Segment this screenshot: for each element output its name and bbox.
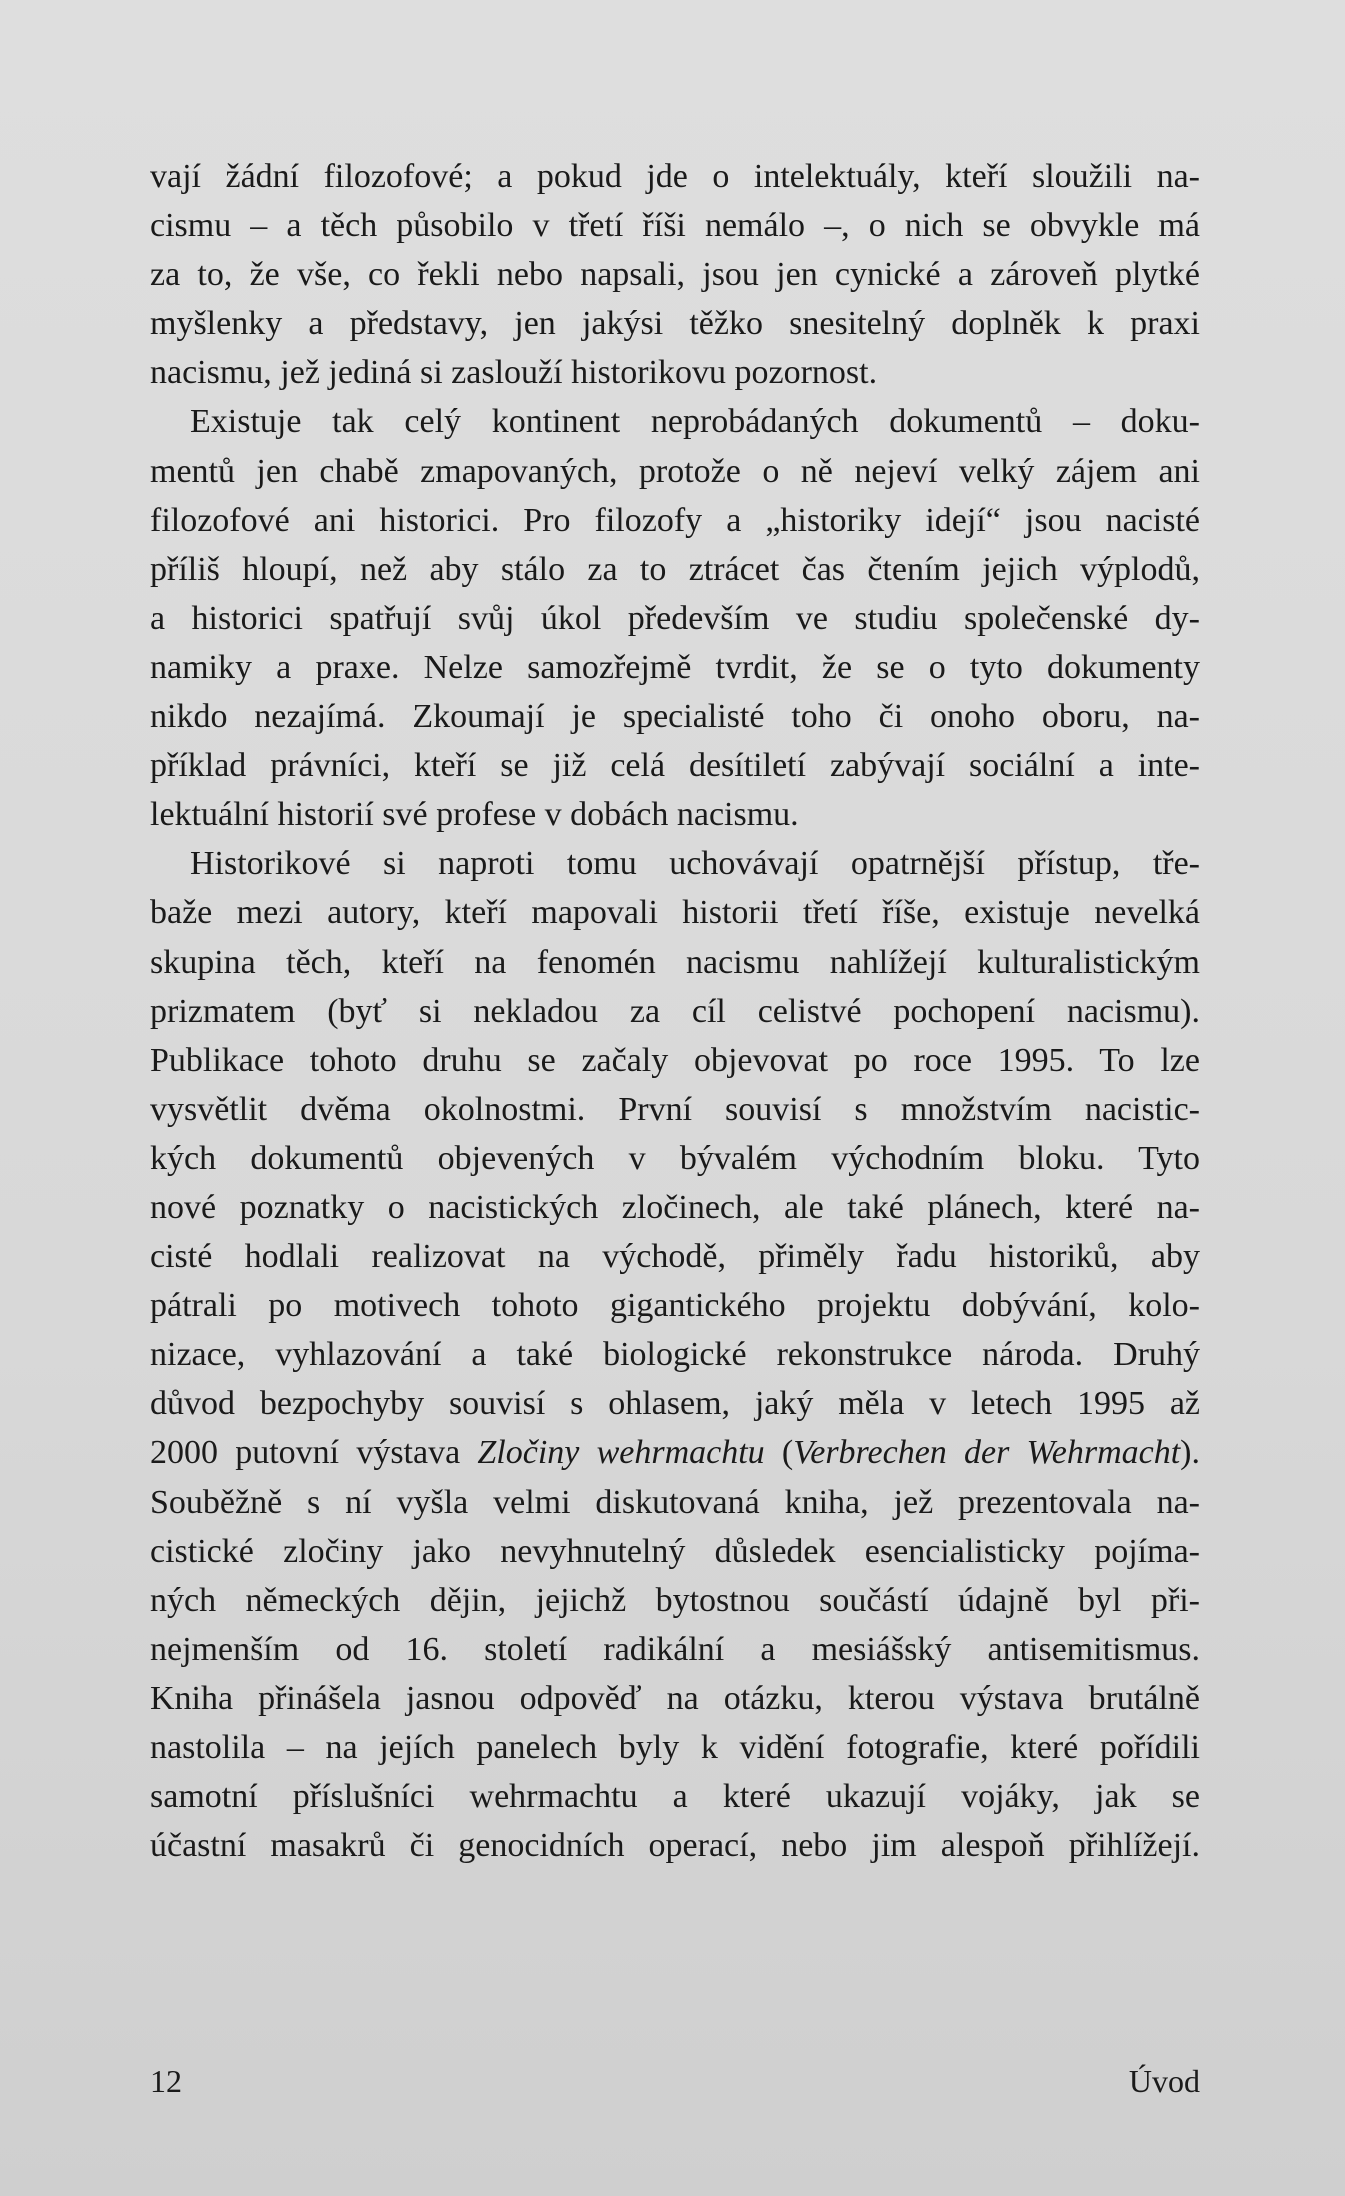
text-line: příklad právníci, kteří se již celá desítiletí zabývají sociální a inte- <box>150 747 1200 785</box>
text-line: Publikace tohoto druhu se začaly objevovat po roce 1995. To lze <box>150 1041 1200 1079</box>
text-line: skupina těch, kteří na fenomén nacismu nahlížejí kulturalistickým <box>150 943 1200 981</box>
text-line: cismu – a těch působilo v třetí říši nemálo –, o nich se obvykle má <box>150 207 1200 245</box>
text-line: kých dokumentů objevených v bývalém východním bloku. Tyto <box>150 1139 1200 1177</box>
text-segment: 2000 putovní výstava <box>150 1434 478 1472</box>
text-line: nastolila – na jejích panelech byly k vidění fotografie, které pořídili <box>150 1729 1200 1766</box>
text-line: namiky a praxe. Nelze samozřejmě tvrdit, že se o tyto dokumenty <box>150 648 1200 686</box>
text-line: nikdo nezajímá. Zkoumají je specialisté toho či onoho oboru, na- <box>150 698 1200 736</box>
text-line: důvod bezpochyby souvisí s ohlasem, jaký měla v letech 1995 až <box>150 1385 1200 1423</box>
text-line: lektuální historií své profese v dobách nacismu. <box>150 796 799 834</box>
text-line-with-titles <box>150 1428 1200 1477</box>
text-line: cisté hodlali realizovat na východě, přiměly řadu historiků, aby <box>150 1238 1200 1276</box>
text-line: Kniha přinášela jasnou odpověď na otázku, kterou výstava brutálně <box>150 1679 1200 1717</box>
text-segment: ). <box>1180 1434 1200 1472</box>
text-line: účastní masakrů či genocidních operací, nebo jim alespoň přihlížejí. <box>150 1827 1200 1865</box>
text-line: samotní příslušníci wehrmachtu a které ukazují vojáky, jak se <box>150 1778 1200 1816</box>
text-line: ných německých dějin, jejichž bytostnou součástí údajně byl při- <box>150 1581 1200 1619</box>
text-line: vají žádní filozofové; a pokud jde o intelektuály, kteří sloužili na- <box>150 158 1200 195</box>
text-line: myšlenky a představy, jen jakýsi těžko snesitelný doplněk k praxi <box>150 305 1200 343</box>
text-line: nové poznatky o nacistických zločinech, ale také plánech, které na- <box>150 1188 1200 1226</box>
text-line: vysvětlit dvěma okolnostmi. První souvisí s množstvím nacistic- <box>150 1090 1200 1128</box>
text-line: pátrali po motivech tohoto gigantického projektu dobývání, kolo- <box>150 1287 1200 1325</box>
text-line: filozofové ani historici. Pro filozofy a „historiky idejí“ jsou nacisté <box>150 501 1200 539</box>
exhibition-title-german: Verbrechen der Wehrmacht <box>793 1434 1181 1472</box>
text-line: nizace, vyhlazování a také biologické rekonstrukce národa. Druhý <box>150 1336 1200 1374</box>
page-number: 12 <box>150 2063 182 2099</box>
text-line: příliš hloupí, než aby stálo za to ztrácet čas čtením jejich výplodů, <box>150 550 1200 588</box>
text-line: za to, že vše, co řekli nebo napsali, jsou jen cynické a zároveň plytké <box>150 256 1200 294</box>
text-line: Souběžně s ní vyšla velmi diskutovaná kniha, jež prezentovala na- <box>150 1483 1200 1521</box>
paragraph-first-line: Existuje tak celý kontinent neprobádaných dokumentů – doku- <box>190 403 1200 441</box>
text-line: nacismu, jež jediná si zaslouží historikovu pozornost. <box>150 354 878 392</box>
text-line: a historici spatřují svůj úkol především ve studiu společenské dy- <box>150 599 1200 637</box>
text-line: cistické zločiny jako nevyhnutelný důsledek esencialisticky pojíma- <box>150 1532 1200 1570</box>
text-segment: ( <box>764 1434 794 1472</box>
text-line: mentů jen chabě zmapovaných, protože o ně nejeví velký zájem ani <box>150 452 1200 490</box>
text-line: nejmenším od 16. století radikální a mesiášský antisemitismus. <box>150 1630 1200 1668</box>
text-line: prizmatem (byť si nekladou za cíl celistvé pochopení nacismu). <box>150 992 1200 1030</box>
running-head: Úvod <box>1128 2063 1200 2099</box>
exhibition-title-czech: Zločiny wehrmachtu <box>477 1434 765 1472</box>
text-line: baže mezi autory, kteří mapovali historii třetí říše, existuje nevelká <box>150 894 1200 932</box>
body-text <box>150 152 1200 1870</box>
page-footer <box>150 2063 1200 2103</box>
paragraph-first-line: Historikové si naproti tomu uchovávají opatrnější přístup, tře- <box>190 845 1200 883</box>
